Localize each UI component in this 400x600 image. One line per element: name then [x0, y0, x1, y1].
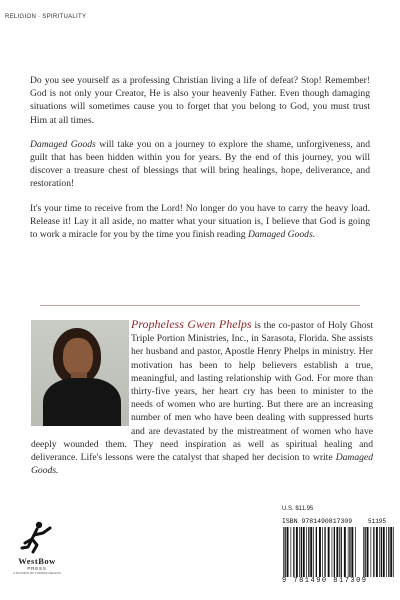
blurb [30, 74, 370, 252]
runner-icon [19, 520, 55, 554]
author-bio [31, 318, 373, 477]
isbn-label: ISBN 9781490817309 [282, 518, 353, 525]
price-label: U.S. $11.95 [282, 506, 314, 512]
publisher-tagline: A DIVISION OF THOMAS NELSON [13, 571, 61, 575]
publisher-press: PRESS [27, 566, 47, 571]
blurb-paragraph-3 [30, 202, 370, 242]
blurb-paragraph-3-text: It's your time to receive from the Lord! No longer do you have to carry the heavy load. Release it! Lay it all aside, no matter what your situation is, I believe that God is going to work a miracle for you by the time you finish reading [30, 202, 370, 241]
addon-number: 51195 [368, 518, 387, 525]
isbn-barcode [282, 527, 360, 577]
barcode-number: 9 781490 817309 [282, 577, 368, 585]
category-label: RELIGION · SPIRITUALITY [5, 14, 87, 20]
book-title: Damaged Goods. [31, 452, 373, 477]
blurb-paragraph-2 [30, 138, 370, 191]
publisher-name: WestBow [18, 556, 56, 566]
book-title: Damaged Goods. [247, 229, 316, 241]
section-divider [40, 305, 360, 306]
blurb-paragraph-1: Do you see yourself as a professing Christian living a life of defeat? Stop! Remember! God is not only your Creator, He is also your heavenly Father. Even though damaging situations will sometimes cause you to forget that you belong to God, you must trust Him at all times. [30, 75, 370, 126]
barcode-area [279, 515, 399, 593]
author-bio-text: is the co-pastor of Holy Ghost Triple Portion Ministries, Inc., in Sarasota, Florida. She assists her husband and pastor, Apostle Henry Phelps in ministry. Her motivation has been to help believers establish a true, meaningful, and lasting relationship with God. For more than thirty-five years, her heart cry has been to minister to the needs of women who are hurting. But there are an increasing number of men who have been dealing with suppressed hurts and are devastated by the mistreatment of women who have deeply wounded them. They need inspiration as well as spiritual healing and deliverance. Life's lessons were the catalyst that shaped her decision to write [31, 320, 373, 464]
blurb-paragraph-2-text: will take you on a journey to explore the shame, unforgiveness, and guilt that has been hidden within you for years. By the end of this journey, you will discover a treasure chest of blessings that will bring healings, hope, deliverance, and restoration! [30, 138, 370, 190]
author-name: Propheless Gwen Phelps [131, 317, 252, 331]
book-title: Damaged Goods [30, 138, 96, 150]
publisher-logo [8, 520, 66, 592]
